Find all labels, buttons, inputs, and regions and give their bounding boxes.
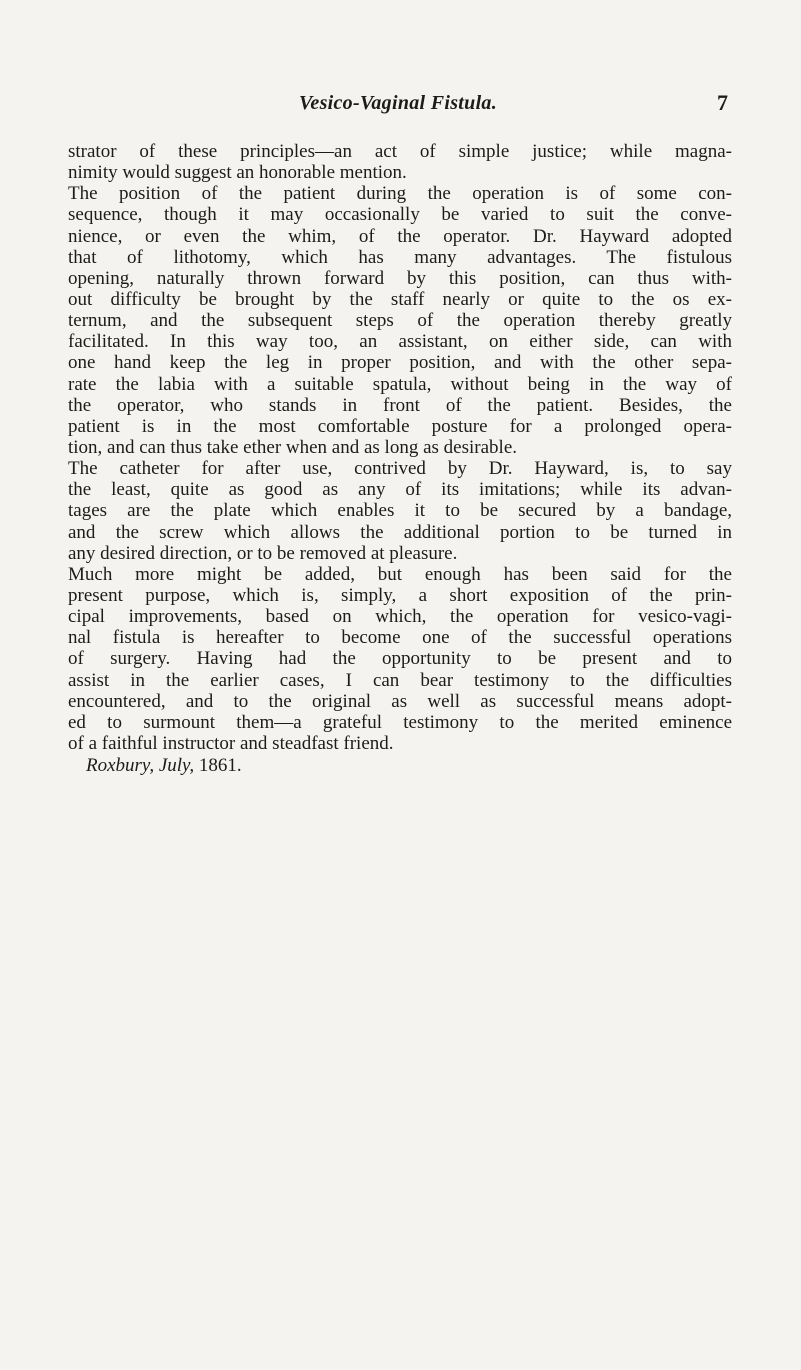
- signature-place: Roxbury, July,: [86, 755, 195, 777]
- running-title: Vesico-Vaginal Fistula.: [298, 92, 498, 114]
- text-line-7: opening, naturally thrown forward by this position, can thus with-: [68, 267, 732, 289]
- text-line-15: tion, and can thus take ether when and as long as desirable.: [68, 436, 517, 458]
- text-line-11: one hand keep the leg in proper position, and with the other sepa-: [68, 352, 732, 374]
- text-line-5: nience, or even the whim, of the operator. Dr. Hayward adopted: [68, 225, 732, 247]
- text-line-12: rate the labia with a suitable spatula, without being in the way of: [68, 373, 732, 395]
- text-line-6: that of lithotomy, which has many advantages. The fistulous: [68, 246, 732, 268]
- text-line-17: the least, quite as good as any of its imitations; while its advan-: [68, 479, 732, 501]
- text-line-29: of a faithful instructor and steadfast friend.: [68, 732, 394, 754]
- signature-year: 1861.: [198, 755, 242, 777]
- text-line-27: encountered, and to the original as well as successful means adopt-: [68, 690, 732, 712]
- text-line-21: Much more might be added, but enough has been said for the: [68, 563, 732, 585]
- text-line-20: any desired direction, or to be removed at pleasure.: [68, 542, 458, 564]
- text-line-4: sequence, though it may occasionally be varied to suit the conve-: [68, 204, 732, 226]
- text-line-22: present purpose, which is, simply, a short exposition of the prin-: [68, 584, 732, 606]
- text-line-9: ternum, and the subsequent steps of the operation thereby greatly: [68, 310, 732, 332]
- running-head: [68, 92, 728, 122]
- text-line-2: nimity would suggest an honorable mention.: [68, 162, 407, 184]
- text-line-28: ed to surmount them—a grateful testimony to the merited eminence: [68, 711, 732, 733]
- text-line-1: strator of these principles—an act of simple justice; while magna-: [68, 141, 732, 162]
- text-line-18: tages are the plate which enables it to be secured by a bandage,: [68, 500, 732, 522]
- text-line-14: patient is in the most comfortable posture for a prolonged opera-: [68, 415, 732, 437]
- signature-line: [68, 755, 732, 777]
- text-line-25: of surgery. Having had the opportunity to be present and to: [68, 648, 732, 670]
- text-line-16: The catheter for after use, contrived by Dr. Hayward, is, to say: [68, 458, 732, 480]
- text-line-19: and the screw which allows the additional portion to be turned in: [68, 521, 732, 543]
- text-line-26: assist in the earlier cases, I can bear testimony to the difficulties: [68, 669, 732, 691]
- text-line-13: the operator, who stands in front of the patient. Besides, the: [68, 394, 732, 416]
- text-line-3: The position of the patient during the operation is of some con-: [68, 183, 732, 205]
- text-line-10: facilitated. In this way too, an assistant, on either side, can with: [68, 331, 732, 353]
- page-number: 7: [717, 90, 728, 115]
- text-line-8: out difficulty be brought by the staff nearly or quite to the os ex-: [68, 288, 732, 310]
- body-text: [68, 141, 732, 777]
- text-line-23: cipal improvements, based on which, the operation for vesico-vagi-: [68, 606, 732, 628]
- text-line-24: nal fistula is hereafter to become one of the successful operations: [68, 627, 732, 649]
